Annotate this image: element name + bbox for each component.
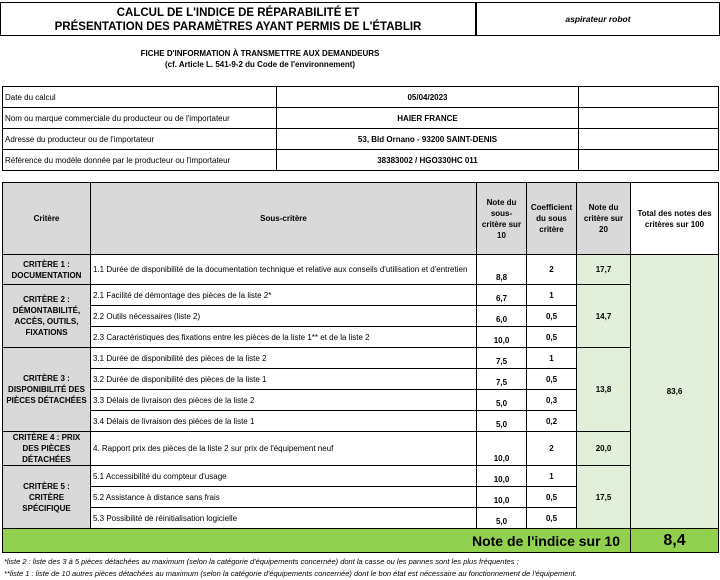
- info-value: 05/04/2023: [277, 87, 579, 108]
- info-row: [3, 129, 719, 150]
- subcriterion-label: 5.2 Assistance à distance sans frais: [91, 487, 477, 508]
- subcriterion-coef: 1: [527, 466, 577, 487]
- final-row: [3, 529, 719, 553]
- header-critere: Critère: [3, 183, 91, 255]
- info-label: Date du calcul: [3, 87, 277, 108]
- subcriterion-coef: 0,5: [527, 369, 577, 390]
- footnote-list-1: **liste 1 : liste de 10 autres pièces détachées au maximum (selon la catégorie d'équipements concernée) dont le bon état est nécessaire au fonctionnement de l'équipement.: [4, 569, 577, 578]
- table-row: [3, 432, 719, 466]
- subcriterion-coef: 2: [527, 432, 577, 466]
- info-label: Nom ou marque commerciale du producteur ou de l'importateur: [3, 108, 277, 129]
- subcriterion-coef: 0,5: [527, 327, 577, 348]
- total-score: 83,6: [631, 255, 719, 529]
- info-row: [3, 108, 719, 129]
- subcriterion-label: 2.2 Outils nécessaires (liste 2): [91, 306, 477, 327]
- critere-5-note: 17,5: [577, 466, 631, 529]
- critere-4-label: CRITÈRE 4 : PRIX DES PIÈCES DÉTACHÉES: [3, 432, 91, 466]
- table-row: [3, 466, 719, 487]
- critere-1-note: 17,7: [577, 255, 631, 285]
- subcriterion-note: 5,0: [477, 411, 527, 432]
- table-row: [3, 255, 719, 285]
- subcriterion-label: 3.3 Délais de livraison des pièces de la liste 2: [91, 390, 477, 411]
- info-value: 38383002 / HGO330HC 011: [277, 150, 579, 171]
- info-pad: [579, 129, 719, 150]
- subcriterion-label: 3.1 Durée de disponibilité des pièces de la liste 2: [91, 348, 477, 369]
- header-title-line2: PRÉSENTATION DES PARAMÈTRES AYANT PERMIS DE L'ÉTABLIR: [54, 21, 422, 33]
- info-table: [2, 86, 719, 171]
- fiche-heading: [0, 48, 520, 70]
- critere-4-note: 20,0: [577, 432, 631, 466]
- subcriterion-note: 7,5: [477, 369, 527, 390]
- subcriterion-label: 5.1 Accessibilité du compteur d'usage: [91, 466, 477, 487]
- header-coefficient: Coefficient du sous critère: [527, 183, 577, 255]
- subcriterion-coef: 2: [527, 255, 577, 285]
- info-label: Référence du modèle donnée par le producteur ou l'importateur: [3, 150, 277, 171]
- footnote-list-2: *liste 2 : liste des 3 à 5 pièces détachées au maximum (selon la catégorie d'équipements concernée) dont la casse ou les pannes sont les plus fréquentes ;: [4, 557, 519, 566]
- info-pad: [579, 150, 719, 171]
- subcriterion-label: 2.3 Caractéristiques des fixations entre les pièces de la liste 1** et de la liste 2: [91, 327, 477, 348]
- header-note-critere: Note du critère sur 20: [577, 183, 631, 255]
- subcriterion-label: 2.1 Facilité de démontage des pièces de la liste 2*: [91, 285, 477, 306]
- final-score-value: 8,4: [631, 529, 719, 553]
- critere-3-note: 13,8: [577, 348, 631, 432]
- fiche-line1: FICHE D'INFORMATION À TRANSMETTRE AUX DEMANDEURS: [140, 49, 380, 58]
- fiche-line2: (cf. Article L. 541-9-2 du Code de l'environnement): [164, 60, 356, 69]
- critere-2-note: 14,7: [577, 285, 631, 348]
- critere-5-label: CRITÈRE 5 : CRITÈRE SPÉCIFIQUE: [3, 466, 91, 529]
- subcriterion-label: 3.2 Durée de disponibilité des pièces de la liste 1: [91, 369, 477, 390]
- header-total: Total des notes des critères sur 100: [631, 183, 719, 255]
- subcriterion-label: 4. Rapport prix des pièces de la liste 2 sur prix de l'équipement neuf: [91, 432, 477, 466]
- critere-3-label: CRITÈRE 3 : DISPONIBILITÉ DES PIÈCES DÉTACHÉES: [3, 348, 91, 432]
- subcriterion-coef: 1: [527, 285, 577, 306]
- subcriterion-coef: 0,3: [527, 390, 577, 411]
- subcriterion-note: 10,0: [477, 432, 527, 466]
- subcriterion-coef: 0,5: [527, 487, 577, 508]
- header-note-sous-critere: Note du sous-critère sur 10: [477, 183, 527, 255]
- subcriterion-note: 7,5: [477, 348, 527, 369]
- final-score-label: Note de l'indice sur 10: [3, 529, 631, 553]
- subcriterion-note: 5,0: [477, 390, 527, 411]
- header-sous-critere: Sous-critère: [91, 183, 477, 255]
- subcriterion-label: 1.1 Durée de disponibilité de la documentation technique et relative aux conseils d'utilisation et d'entretien: [91, 255, 477, 285]
- subcriterion-note: 6,7: [477, 285, 527, 306]
- info-value: HAIER FRANCE: [277, 108, 579, 129]
- subcriterion-note: 8,8: [477, 255, 527, 285]
- subcriterion-coef: 1: [527, 348, 577, 369]
- info-pad: [579, 87, 719, 108]
- table-row: [3, 348, 719, 369]
- info-pad: [579, 108, 719, 129]
- info-value: 53, Bld Ornano - 93200 SAINT-DENIS: [277, 129, 579, 150]
- subcriterion-coef: 0,2: [527, 411, 577, 432]
- scores-table: [2, 182, 719, 553]
- info-row: [3, 150, 719, 171]
- subcriterion-label: 3.4 Délais de livraison des pièces de la liste 1: [91, 411, 477, 432]
- critere-1-label: CRITÈRE 1 : DOCUMENTATION: [3, 255, 91, 285]
- header-title-line1: CALCUL DE L'INDICE DE RÉPARABILITÉ ET: [116, 7, 360, 19]
- subcriterion-note: 10,0: [477, 487, 527, 508]
- info-label: Adresse du producteur ou de l'importateur: [3, 129, 277, 150]
- critere-2-label: CRITÈRE 2 : DÉMONTABILITÉ, ACCÈS, OUTILS, FIXATIONS: [3, 285, 91, 348]
- subcriterion-note: 10,0: [477, 466, 527, 487]
- table-row: [3, 285, 719, 306]
- subcriterion-note: 6,0: [477, 306, 527, 327]
- header-title-box: [0, 2, 476, 36]
- subcriterion-label: 5.3 Possibilité de réinitialisation logicielle: [91, 508, 477, 529]
- subcriterion-note: 5,0: [477, 508, 527, 529]
- subcriterion-coef: 0,5: [527, 508, 577, 529]
- product-type: aspirateur robot: [476, 2, 720, 36]
- subcriterion-note: 10,0: [477, 327, 527, 348]
- info-row: [3, 87, 719, 108]
- subcriterion-coef: 0,5: [527, 306, 577, 327]
